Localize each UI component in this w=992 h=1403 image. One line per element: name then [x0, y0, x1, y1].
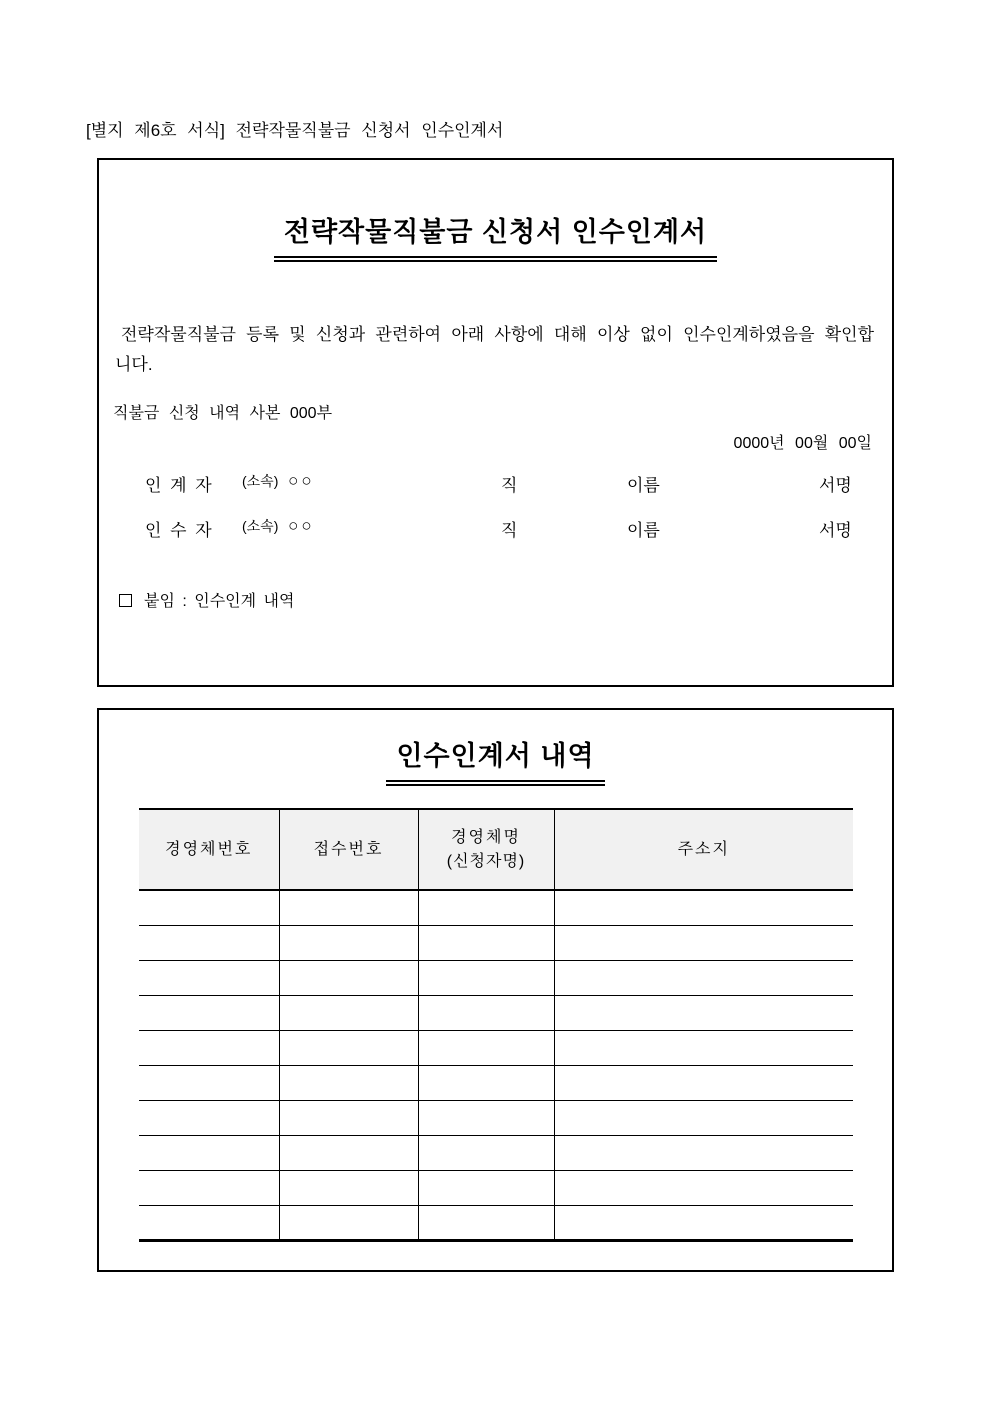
table-cell — [279, 1135, 418, 1170]
table-cell — [139, 960, 279, 995]
table-cell — [279, 1205, 418, 1240]
table-cell — [554, 960, 853, 995]
table-cell — [554, 925, 853, 960]
header-sublabel: (신청자명) — [446, 852, 526, 870]
sign-label: 서명 — [819, 521, 852, 540]
detail-table — [139, 808, 853, 1242]
table-cell — [279, 1065, 418, 1100]
table-row — [139, 1065, 853, 1100]
table-row — [139, 890, 853, 925]
table-row — [139, 1170, 853, 1205]
name-label: 이름 — [627, 476, 660, 495]
position-label: 직 — [501, 476, 518, 495]
table-cell — [418, 890, 554, 925]
detail-table-body — [139, 890, 853, 1240]
table-row — [139, 960, 853, 995]
table-cell — [279, 1170, 418, 1205]
table-cell — [279, 890, 418, 925]
handover-body-paragraph: 전략작물직불금 등록 및 신청과 관련하여 아래 사항에 대해 이상 없이 인수인계하였음을 확인합니다. — [115, 325, 874, 374]
detail-title-wrap — [99, 734, 892, 786]
handover-title: 전략작물직불금 신청서 인수인계서 — [274, 210, 717, 262]
table-cell — [279, 1100, 418, 1135]
table-cell — [418, 1065, 554, 1100]
table-cell — [554, 1135, 853, 1170]
table-cell — [554, 1030, 853, 1065]
table-cell — [418, 1170, 554, 1205]
date-line: 0000년 00월 00일 — [733, 435, 872, 452]
signatory-affiliation — [242, 471, 315, 491]
detail-table-header — [139, 809, 853, 890]
affiliation-value: ○○ — [288, 471, 315, 490]
table-cell — [554, 1065, 853, 1100]
table-cell — [418, 1100, 554, 1135]
table-row — [139, 995, 853, 1030]
header-label: 접수번호 — [313, 840, 384, 858]
table-cell — [139, 890, 279, 925]
handover-title-wrap — [99, 210, 892, 262]
copies-line: 직불금 신청 내역 사본 000부 — [113, 405, 333, 422]
header-cell-receipt-number — [279, 809, 418, 890]
table-cell — [554, 1170, 853, 1205]
signatory-role-label: 인 수 자 — [145, 521, 214, 540]
header-cell-farm-number — [139, 809, 279, 890]
header-cell-address — [554, 809, 853, 890]
table-cell — [139, 1135, 279, 1170]
table-cell — [554, 995, 853, 1030]
detail-section — [97, 708, 894, 1272]
table-cell — [139, 925, 279, 960]
table-cell — [418, 1205, 554, 1240]
affiliation-label: (소속) — [242, 473, 279, 489]
table-cell — [279, 995, 418, 1030]
table-cell — [139, 1030, 279, 1065]
table-cell — [418, 1030, 554, 1065]
affiliation-value: ○○ — [288, 516, 315, 535]
header-label: 경영체번호 — [165, 840, 253, 858]
attachment-note-text: 붙임 : 인수인계 내역 — [144, 593, 295, 610]
table-cell — [139, 1100, 279, 1135]
form-number-label: [별지 제6호 서식] 전략작물직불금 신청서 인수인계서 — [86, 121, 504, 140]
detail-title: 인수인계서 내역 — [386, 734, 604, 786]
sign-label: 서명 — [819, 476, 852, 495]
table-cell — [139, 1065, 279, 1100]
header-label: 경영체명 — [451, 828, 521, 846]
table-cell — [418, 1135, 554, 1170]
table-row — [139, 1030, 853, 1065]
table-cell — [139, 1205, 279, 1240]
table-row — [139, 925, 853, 960]
table-cell — [279, 960, 418, 995]
signatory-affiliation — [242, 516, 315, 536]
table-cell — [418, 925, 554, 960]
signatory-role-label: 인 계 자 — [145, 476, 214, 495]
table-cell — [139, 1170, 279, 1205]
signature-row-transferee — [99, 516, 892, 542]
position-label: 직 — [501, 521, 518, 540]
handover-section — [97, 158, 894, 687]
table-cell — [554, 1100, 853, 1135]
table-cell — [418, 995, 554, 1030]
table-cell — [279, 925, 418, 960]
header-label: 주소지 — [677, 840, 730, 858]
header-cell-farm-name — [418, 809, 554, 890]
checkbox-icon — [119, 594, 132, 607]
signature-row-transferor — [99, 471, 892, 497]
header-row — [139, 809, 853, 890]
table-cell — [279, 1030, 418, 1065]
table-cell — [418, 960, 554, 995]
table-cell — [554, 1205, 853, 1240]
table-cell — [139, 995, 279, 1030]
table-row — [139, 1135, 853, 1170]
name-label: 이름 — [627, 521, 660, 540]
attachment-note — [119, 588, 294, 611]
table-row — [139, 1100, 853, 1135]
table-cell — [554, 890, 853, 925]
affiliation-label: (소속) — [242, 518, 279, 534]
table-row — [139, 1205, 853, 1240]
